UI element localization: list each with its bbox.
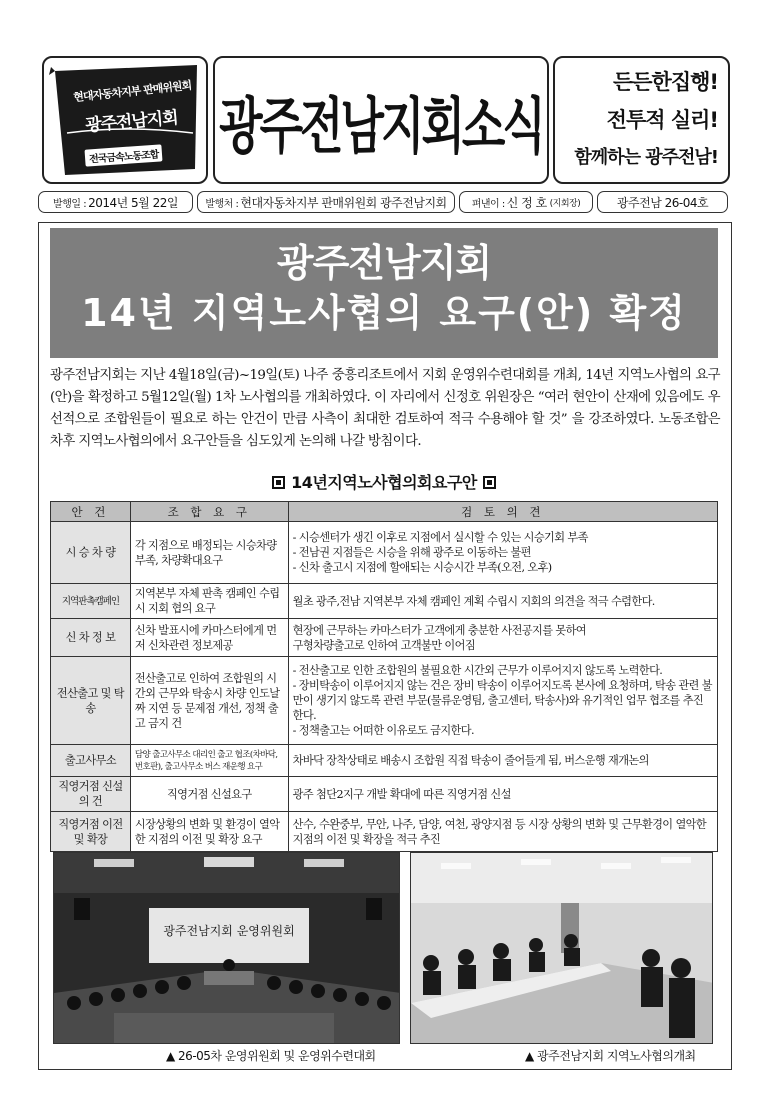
- slogan-3: 함께하는 광주전남!: [574, 147, 718, 168]
- newsletter-title: 광주전남지회소식: [219, 89, 543, 162]
- header-review: 검 토 의 견: [288, 502, 717, 522]
- row-item: 지역판촉캠페인: [51, 584, 131, 619]
- logo-line-1: 현대자동차지부 판매위원회: [72, 78, 192, 105]
- editor: 펴낸이 : 신 정 호 (지회장): [459, 191, 593, 213]
- row-demand: 각 지점으로 배정되는 시승차량 부족, 차량확대요구: [130, 522, 288, 584]
- table-row: [51, 812, 718, 852]
- row-demand: 신차 발표시에 카마스터에게 먼저 신차관련 정보제공: [130, 619, 288, 657]
- table-row: [51, 657, 718, 745]
- table-header-row: [51, 502, 718, 522]
- row-review: - 전산출고로 인한 조합원의 불필요한 시간외 근무가 이루어지지 않도록 노력한다. - 장비탁송이 이루어지지 않는 건은 장비 탁송이 이루어지도록 본사에 요청하며, 탁송 관련 불만이 생기지 않도록 관련 부문(물류운영팀, 출고센터, 탁송사)와 유기적인 업무 협조를 추진한다. - 정책출고는 어떠한 이유로도 금지한다.: [288, 657, 717, 745]
- logo-line-2: 광주전남지회: [84, 107, 179, 136]
- square-bullet-icon: [272, 476, 285, 489]
- row-review: - 시승센터가 생긴 이후로 지점에서 실시할 수 있는 시승기회 부족 - 전남권 지점들은 시승을 위해 광주로 이동하는 불편 - 신차 출고시 지점에 할애되는 시승시간 부족(오전, 오후): [288, 522, 717, 584]
- row-item: 직영거점 이전 및 확장: [51, 812, 131, 852]
- logo-line-3: 전국금속노동조합: [85, 144, 163, 166]
- row-item: 전산출고 및 탁송: [51, 657, 131, 745]
- headline-line-1: 광주전남지회: [276, 241, 492, 285]
- union-logo-box: [42, 56, 208, 184]
- slogan-box: [553, 56, 730, 184]
- slogan-2: 전투적 실리!: [606, 108, 718, 132]
- square-bullet-icon: [483, 476, 496, 489]
- slogan-1: 든든한집행!: [612, 70, 718, 94]
- row-item: 직영거점 신설의 건: [51, 777, 131, 812]
- headline-line-2: 14년 지역노사협의 요구(안) 확정: [81, 291, 687, 335]
- publication-info-bar: [38, 191, 732, 213]
- publisher: 발행처 : 현대자동차지부 판매위원회 광주전남지회: [197, 191, 455, 213]
- meeting-photo-1: [53, 852, 400, 1044]
- row-demand: 직영거점 신설요구: [130, 777, 288, 812]
- table-row: [51, 522, 718, 584]
- row-item: 시 승 차 량: [51, 522, 131, 584]
- row-demand: 담양 출고사무소 대리인 출고 협조(차바닥,번호판), 출고사무소 버스 재운행 요구: [130, 745, 288, 777]
- row-item: 신 차 정 보: [51, 619, 131, 657]
- table-row: [51, 777, 718, 812]
- row-review: 현장에 근무하는 카마스터가 고객에게 충분한 사전공지를 못하여 구형차량출고로 인하여 고객불만 이어짐: [288, 619, 717, 657]
- meeting-photo-2: [410, 852, 713, 1044]
- photo-banner-text: 광주전남지회 운영위원회: [163, 924, 295, 938]
- table-row: [51, 619, 718, 657]
- row-demand: 지역본부 자체 판촉 캠페인 수립시 지회 협의 요구: [130, 584, 288, 619]
- union-flag-logo: [47, 61, 203, 179]
- row-item: 출고사무소: [51, 745, 131, 777]
- row-review: 산수, 수완중부, 무안, 나주, 담양, 여천, 광양지점 등 시장 상황의 변화 및 근무환경이 열악한 지점의 이전 및 확장을 적극 추진: [288, 812, 717, 852]
- row-demand: 시장상황의 변화 및 환경이 열악한 지점의 이전 및 확장 요구: [130, 812, 288, 852]
- lead-paragraph: 광주전남지회는 지난 4월18일(금)~19일(토) 나주 중흥리조트에서 지회 운영위수련대회를 개최, 14년 지역노사협의 요구(안)을 확정하고 5월12일(월) 1차 노사협의를 개최하였다. 이 자리에서 신정호 위원장은 “여러 현안이 산재에 있음에도 우선적으로 조합원들이 필요로 하는 안건이 만큼 사측이 최대한 검토하여 적극 수용해야 할 것” 을 강조하였다. 노동조합은 차후 지역노사협의에서 요구안들을 심도있게 논의해 나갈 방침이다.: [50, 368, 720, 449]
- headline-banner: [50, 228, 718, 358]
- table-row: [51, 584, 718, 619]
- table-row: [51, 745, 718, 777]
- row-review: 광주 첨단2지구 개발 확대에 따른 직영거점 신설: [288, 777, 717, 812]
- header-demand: 조 합 요 구: [130, 502, 288, 522]
- row-review: 월초 광주,전남 지역본부 자체 캠페인 계획 수립시 지회의 의견을 적극 수렴한다.: [288, 584, 717, 619]
- row-demand: 전산출고로 인하여 조합원의 시간외 근무와 탁송시 차량 인도날짜 지연 등 문제점 개선, 정책 출고 금지 건: [130, 657, 288, 745]
- header-item: 안 건: [51, 502, 131, 522]
- photo-1-caption: ▲ 26-05차 운영위원회 및 운영위수련대회: [166, 1049, 376, 1063]
- row-review: 차바닥 장착상태로 배송시 조합원 직접 탁송이 줄어들게 됨, 버스운행 재개논의: [288, 745, 717, 777]
- section-title: 14년지역노사협의회요구안: [50, 470, 718, 493]
- issue-date: 발행일 : 2014년 5월 22일: [38, 191, 193, 213]
- photo-2-caption: ▲ 광주전남지회 지역노사협의개최: [525, 1049, 696, 1063]
- newsletter-title-box: [213, 56, 549, 184]
- demand-table: [50, 501, 718, 852]
- issue-number: 광주전남 26-04호: [597, 191, 728, 213]
